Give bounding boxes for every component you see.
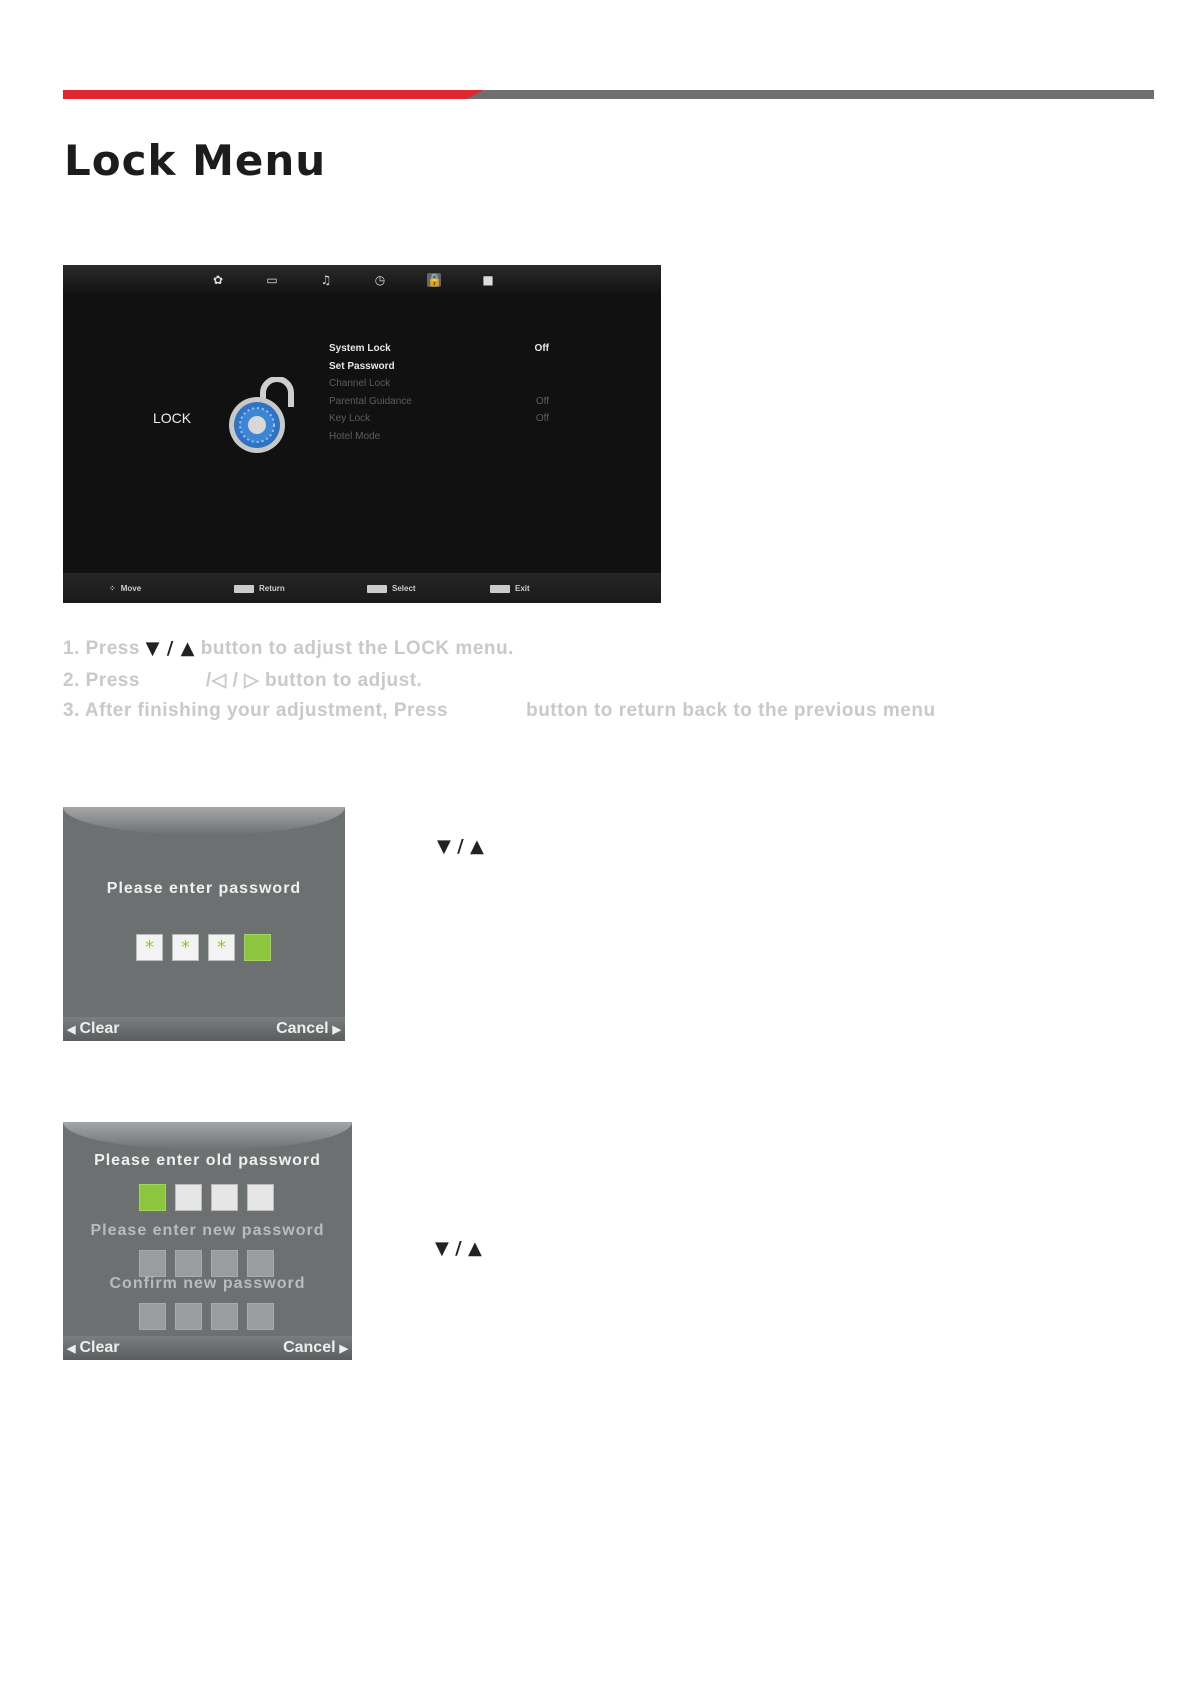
left-arrow-icon: ◀ [67, 1342, 76, 1355]
enter-password-prompt: Please enter password [106, 880, 302, 897]
confirm-digit-4[interactable] [247, 1303, 274, 1330]
hint-return: Return [234, 584, 285, 593]
tv-bottom-bar [63, 573, 661, 603]
hint-exit: Exit [490, 584, 530, 593]
new-digit-2[interactable] [175, 1250, 202, 1277]
side-arrows-1: ▼ / ▲ [437, 836, 484, 857]
cancel-button[interactable]: Cancel ▶ [276, 1020, 341, 1037]
confirm-password-boxes [139, 1303, 274, 1330]
old-digit-3[interactable] [211, 1184, 238, 1211]
password-digit-2[interactable]: * [172, 934, 199, 961]
enter-key-icon [367, 585, 387, 593]
hint-select: Select [367, 584, 416, 593]
new-digit-4[interactable] [247, 1250, 274, 1277]
confirm-digit-2[interactable] [175, 1303, 202, 1330]
new-digit-3[interactable] [211, 1250, 238, 1277]
picture-icon[interactable]: ✿ [212, 273, 224, 287]
change-password-dialog [63, 1122, 352, 1360]
confirm-digit-3[interactable] [211, 1303, 238, 1330]
menu-item-key-lock[interactable]: Key Lock Off [329, 413, 549, 424]
new-password-prompt: Please enter new password [90, 1222, 325, 1239]
music-note-icon[interactable]: ♫ [320, 273, 332, 287]
password-digit-4[interactable] [244, 934, 271, 961]
menu-item-hotel-mode[interactable]: Hotel Mode [329, 430, 381, 442]
instruction-line-1: 1. Press ▼ / ▲ button to adjust the LOCK menu. [63, 638, 514, 659]
confirm-digit-1[interactable] [139, 1303, 166, 1330]
page-title: Lock Menu [64, 136, 327, 185]
exit-key-icon [490, 585, 510, 593]
cancel-button[interactable]: Cancel ▶ [283, 1339, 348, 1356]
left-arrow-icon: ◀ [67, 1023, 76, 1036]
clear-button[interactable]: ◀ Clear [67, 1020, 120, 1037]
tv-top-bar [63, 265, 661, 295]
apps-icon[interactable]: ■ [482, 273, 494, 287]
lock-menu-list [329, 340, 549, 445]
move-arrows-icon: ⁘ [109, 584, 116, 593]
right-arrow-icon: ▶ [332, 1023, 341, 1036]
side-arrows-2: ▼ / ▲ [435, 1238, 482, 1259]
instruction-line-3: 3. After finishing your adjustment, Press button to return back to the previous menu [63, 700, 936, 721]
hint-move: ⁘ Move [109, 584, 142, 593]
old-digit-4[interactable] [247, 1184, 274, 1211]
header-gray-bar [466, 90, 1154, 99]
menu-item-set-password[interactable]: Set Password [329, 360, 395, 372]
new-digit-1[interactable] [139, 1250, 166, 1277]
right-arrow-icon: ▶ [339, 1342, 348, 1355]
menu-item-system-lock[interactable]: System Lock Off [329, 343, 549, 354]
menu-item-channel-lock[interactable]: Channel Lock [329, 378, 391, 389]
lock-icon[interactable]: 🔒 [427, 273, 442, 287]
old-password-prompt: Please enter old password [94, 1152, 321, 1169]
screen-icon[interactable]: ▭ [266, 273, 278, 287]
lock-section-label: LOCK [153, 410, 192, 426]
tv-lock-menu-screenshot [63, 265, 661, 603]
password-digit-3[interactable]: * [208, 934, 235, 961]
instruction-line-2: 2. Press /◁ / ▷ button to adjust. [63, 670, 423, 691]
old-digit-2[interactable] [175, 1184, 202, 1211]
clear-button[interactable]: ◀ Clear [67, 1339, 120, 1356]
enter-password-dialog [63, 807, 345, 1041]
password-digit-1[interactable]: * [136, 934, 163, 961]
confirm-password-prompt: Confirm new password [109, 1275, 306, 1292]
menu-key-icon [234, 585, 254, 593]
padlock-dial-icon [225, 377, 295, 457]
new-password-boxes [139, 1250, 274, 1277]
old-digit-1[interactable] [139, 1184, 166, 1211]
old-password-boxes [139, 1184, 274, 1211]
menu-item-parental-guidance[interactable]: Parental Guidance Off [329, 395, 549, 407]
clock-icon[interactable]: ◷ [374, 273, 386, 287]
password-boxes [136, 934, 271, 961]
header-red-bar [63, 90, 483, 99]
